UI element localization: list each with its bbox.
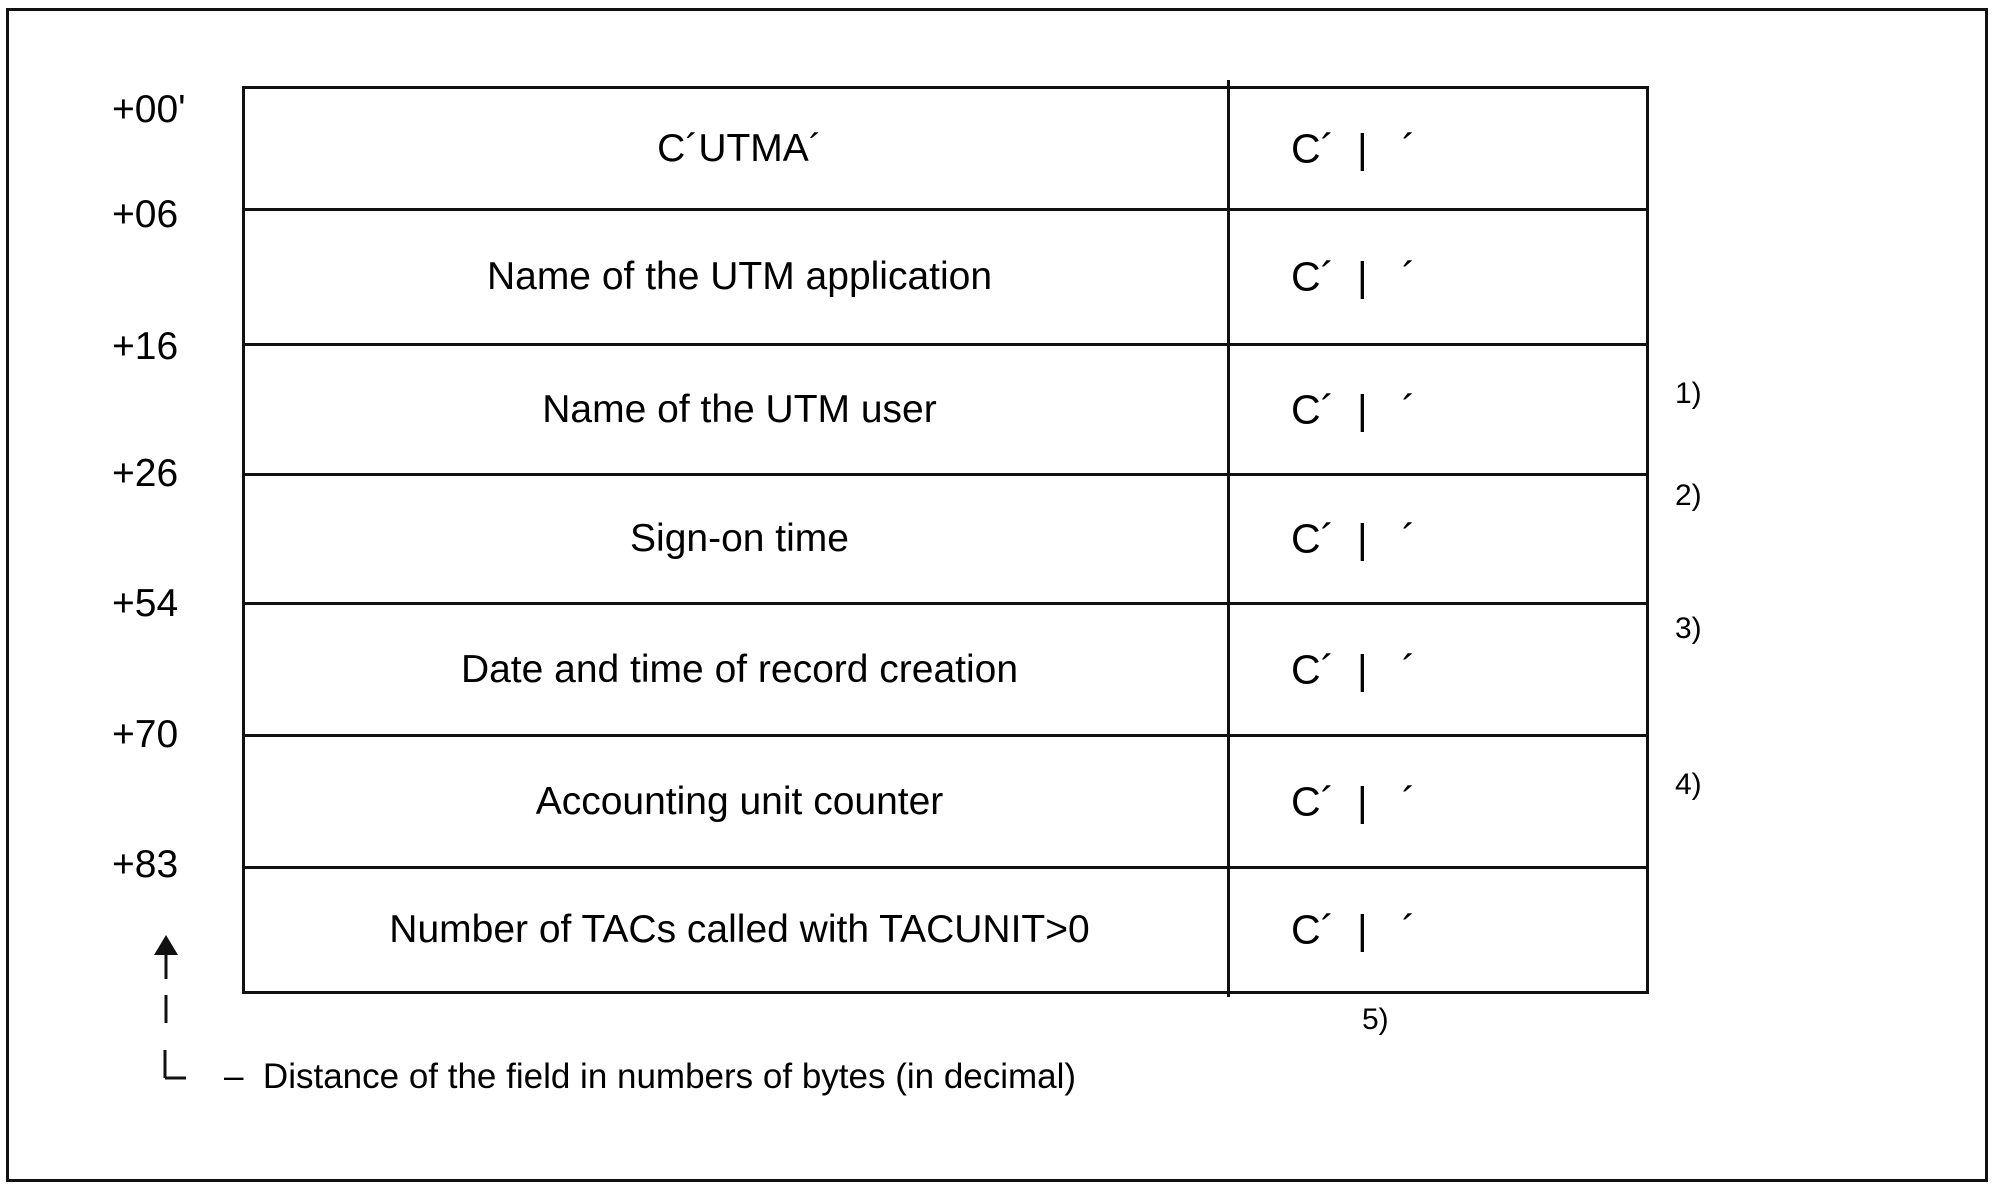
field-format: C´ | ´ xyxy=(1291,253,1416,300)
column-divider xyxy=(1227,80,1230,997)
offset-label: +16 xyxy=(112,325,179,368)
offset-label: +54 xyxy=(112,582,179,625)
offset-label: +70 xyxy=(112,713,179,756)
up-arrow-icon xyxy=(150,935,182,1025)
record-row-user xyxy=(245,343,1646,473)
field-format: C´ | ´ xyxy=(1291,515,1416,562)
record-row-tacunit xyxy=(245,866,1646,991)
offset-label: +00' xyxy=(112,88,186,131)
record-row-signon xyxy=(245,473,1646,602)
footnote-marker: 4) xyxy=(1675,768,1702,801)
field-format: C´ | ´ xyxy=(1291,778,1416,824)
footnote-marker: 1) xyxy=(1675,377,1702,410)
field-format: C´ | ´ xyxy=(1291,906,1416,953)
record-layout-table xyxy=(242,86,1649,994)
field-format: C´ | ´ xyxy=(1291,646,1416,692)
caption-dash: – xyxy=(224,1057,244,1096)
field-format: C´ | ´ xyxy=(1291,386,1416,432)
offset-caption xyxy=(224,1057,1076,1097)
field-description: Number of TACs called with TACUNIT>0 xyxy=(389,908,1090,951)
field-description: C´UTMA´ xyxy=(657,126,822,170)
offset-label: +06 xyxy=(112,193,179,236)
record-row-creation xyxy=(245,602,1646,734)
corner-connector xyxy=(162,1050,222,1090)
field-description: Name of the UTM application xyxy=(486,255,993,298)
caption-text: Distance of the field in numbers of bytes (in decimal) xyxy=(262,1057,1077,1096)
field-description: Accounting unit counter xyxy=(535,779,944,823)
field-format: C´ | ´ xyxy=(1291,125,1416,171)
footnote-marker: 5) xyxy=(1362,1003,1389,1036)
record-row-application xyxy=(245,208,1646,343)
field-description: Name of the UTM user xyxy=(542,387,937,431)
record-row-accounting xyxy=(245,734,1646,866)
footnote-marker: 2) xyxy=(1675,479,1702,512)
record-row-identifier xyxy=(245,89,1646,208)
offset-label: +83 xyxy=(112,843,179,886)
footnote-marker: 3) xyxy=(1675,612,1702,645)
offset-label: +26 xyxy=(112,452,179,495)
field-description: Date and time of record creation xyxy=(460,647,1019,691)
field-description: Sign-on time xyxy=(630,517,849,560)
